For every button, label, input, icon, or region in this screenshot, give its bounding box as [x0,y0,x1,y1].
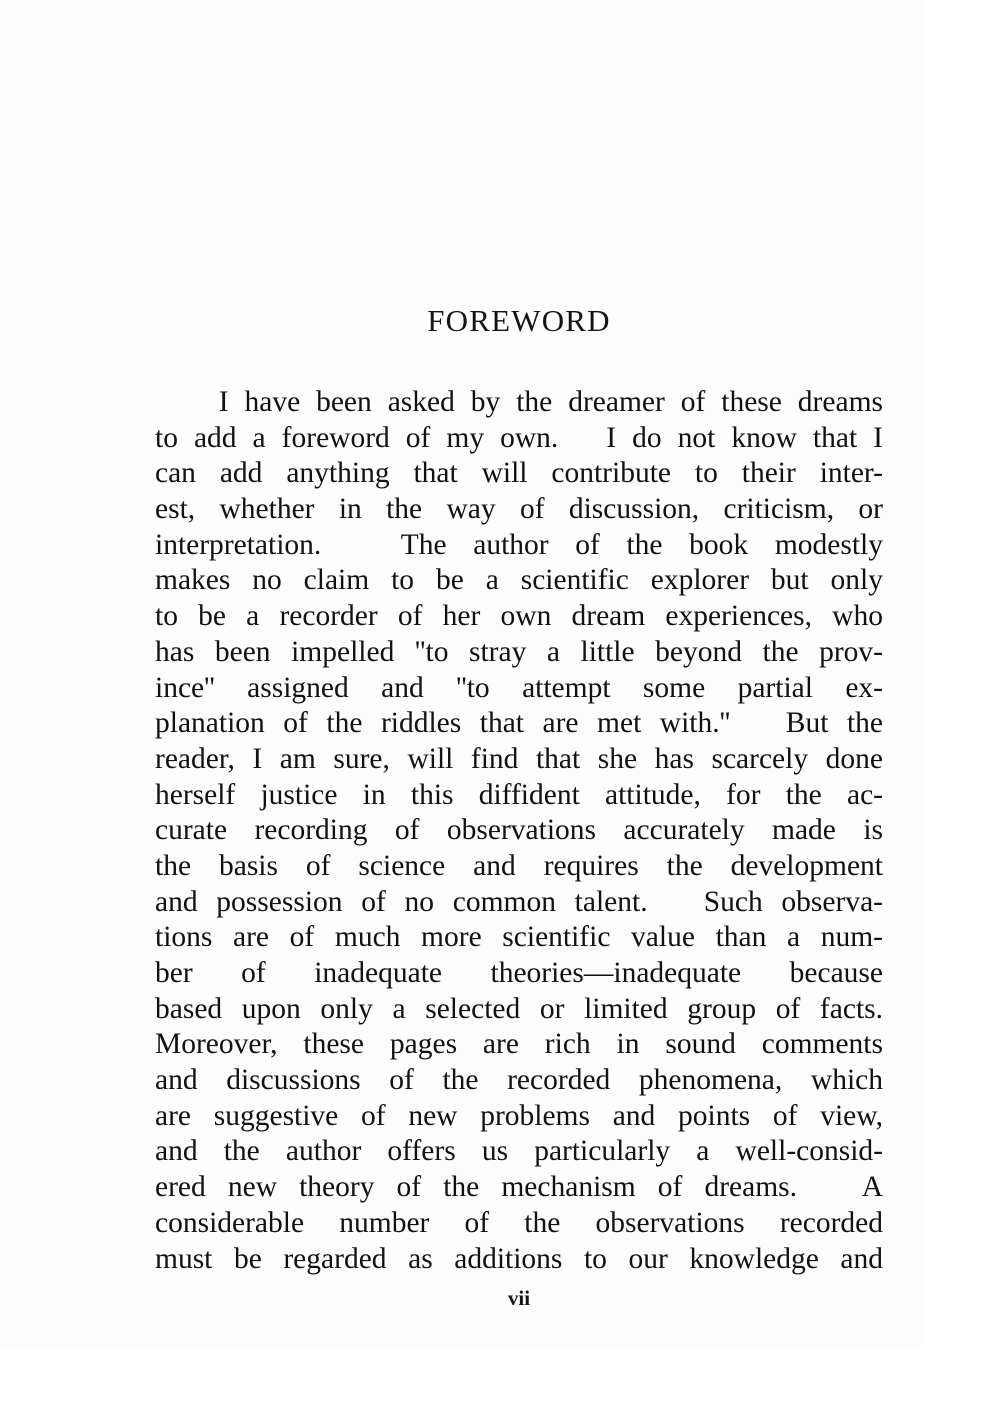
page-title: FOREWORD [427,303,611,338]
text-line: tions are of much more scientific value than a num- [155,921,883,954]
text-line: has been impelled ''to stray a little beyond the prov- [155,635,883,668]
text-line: curate recording of observations accurately made is [155,814,883,847]
text-line: ered new theory of the mechanism of dreams. A [155,1171,883,1204]
text-line: ince'' assigned and ''to attempt some partial ex- [155,671,883,704]
foreword-paragraph [155,385,883,1277]
text-line: makes no claim to be a scientific explorer but only [155,564,883,597]
text-line: est, whether in the way of discussion, criticism, or [155,493,883,526]
text-line: considerable number of the observations recorded [155,1206,883,1239]
text-line: interpretation. The author of the book modestly [155,528,883,561]
page-number: vii [507,1286,531,1310]
text-line: must be regarded as additions to our knowledge and [155,1242,883,1275]
text-line: Moreover, these pages are rich in sound comments [155,1028,883,1061]
text-line: I have been asked by the dreamer of these dreams [155,386,883,418]
text-line: the basis of science and requires the development [155,849,883,882]
text-line: and discussions of the recorded phenomena, which [155,1064,883,1097]
text-line: reader, I am sure, will find that she has scarcely done [155,742,883,775]
text-line: to be a recorder of her own dream experiences, who [155,600,883,633]
text-line: planation of the riddles that are met with.'' But the [155,707,883,740]
text-line: herself justice in this diffident attitude, for the ac- [155,778,883,811]
text-line: and the author offers us particularly a well-consid- [155,1135,883,1168]
text-line: ber of inadequate theories—inadequate because [155,957,883,989]
text-line: based upon only a selected or limited group of facts. [155,992,883,1025]
text-line: are suggestive of new problems and points of view, [155,1099,883,1132]
text-line: to add a foreword of my own. I do not know that I [155,421,883,454]
text-line: and possession of no common talent. Such observa- [155,885,883,918]
text-line: can add anything that will contribute to their inter- [155,457,883,490]
